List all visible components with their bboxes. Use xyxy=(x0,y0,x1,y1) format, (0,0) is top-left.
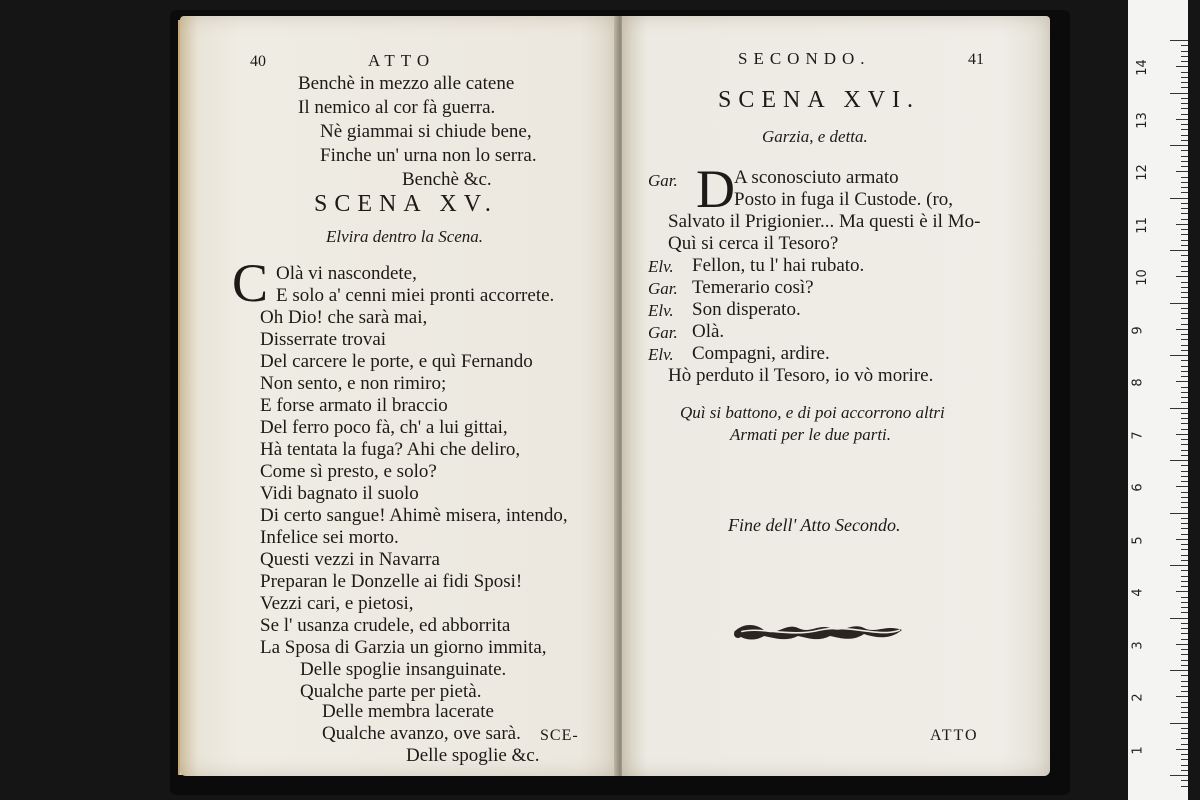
ruler-tick xyxy=(1181,397,1188,398)
verse-line: Infelice sei morto. xyxy=(260,527,399,548)
ruler-tick xyxy=(1181,371,1188,372)
verse-line: E solo a' cenni miei pronti accorrete. xyxy=(276,285,555,306)
ruler-tick xyxy=(1181,471,1188,472)
scene-title: SCENA XV. xyxy=(314,191,498,217)
left-page xyxy=(180,16,618,776)
ruler-tick xyxy=(1181,623,1188,624)
ruler-label: 14 xyxy=(1134,59,1150,77)
ruler-label: 4 xyxy=(1130,588,1146,597)
ruler-tick xyxy=(1181,675,1188,676)
dialogue-line: Posto in fuga il Custode. (ro, xyxy=(734,189,954,210)
ruler-tick xyxy=(1181,324,1188,325)
ruler-tick xyxy=(1181,759,1188,760)
ruler-tick xyxy=(1181,366,1188,367)
ruler-tick xyxy=(1181,282,1188,283)
ruler-tick xyxy=(1176,224,1188,225)
ornament-vignette xyxy=(730,612,910,652)
verse-line: E forse armato il braccio xyxy=(260,395,448,416)
verse-line: Nè giammai si chiude bene, xyxy=(320,121,532,142)
ruler-tick xyxy=(1181,297,1188,298)
verse-line: Non sento, e non rimiro; xyxy=(260,373,447,394)
ruler-tick xyxy=(1181,597,1188,598)
ruler-tick xyxy=(1181,203,1188,204)
ruler-tick xyxy=(1181,544,1188,545)
ruler-tick xyxy=(1181,717,1188,718)
dialogue-line: Fellon, tu l' hai rubato. xyxy=(692,255,865,276)
ruler-tick xyxy=(1181,534,1188,535)
ruler-tick xyxy=(1181,765,1188,766)
ruler-tick xyxy=(1181,712,1188,713)
ruler-label: 2 xyxy=(1130,693,1146,702)
ruler-tick xyxy=(1181,129,1188,130)
ruler-label: 3 xyxy=(1130,641,1146,650)
verse-line: Vezzi cari, e pietosi, xyxy=(260,593,414,614)
verse-line: Disserrate trovai xyxy=(260,329,387,350)
ruler-tick xyxy=(1181,61,1188,62)
ruler-tick xyxy=(1181,691,1188,692)
verse-line: Del carcere le porte, e quì Fernando xyxy=(260,351,533,372)
verse-line: Qualche avanzo, ove sarà. xyxy=(322,723,521,744)
ruler-label: 12 xyxy=(1134,164,1150,182)
verse-line: Oh Dio! che sarà mai, xyxy=(260,307,428,328)
scene-title: SCENA XVI. xyxy=(718,87,921,113)
ruler-tick xyxy=(1181,523,1188,524)
ruler-label: 10 xyxy=(1134,269,1150,287)
ruler-tick xyxy=(1181,339,1188,340)
stage-direction: Garzia, e detta. xyxy=(762,127,868,146)
verse-line: Del ferro poco fà, ch' a lui gittai, xyxy=(260,417,508,438)
ruler-tick xyxy=(1181,392,1188,393)
measurement-ruler xyxy=(1128,0,1188,800)
ruler-tick xyxy=(1176,591,1188,592)
ruler-tick xyxy=(1181,376,1188,377)
ruler-tick xyxy=(1181,418,1188,419)
ruler-tick xyxy=(1181,182,1188,183)
ruler-tick xyxy=(1170,93,1188,94)
ruler-tick xyxy=(1181,51,1188,52)
verse-line: Preparan le Donzelle ai fidi Sposi! xyxy=(260,571,523,592)
ruler-tick xyxy=(1176,276,1188,277)
verse-line: Vidi bagnato il suolo xyxy=(260,483,419,504)
ruler-label: 7 xyxy=(1130,431,1146,440)
ruler-tick xyxy=(1181,602,1188,603)
ruler-tick xyxy=(1181,612,1188,613)
ruler-tick xyxy=(1170,198,1188,199)
dialogue-line: Salvato il Prigionier... Ma questi è il Mo- xyxy=(668,211,981,232)
verse-line: Olà vi nascondete, xyxy=(276,263,417,284)
ruler-tick xyxy=(1181,271,1188,272)
ruler-tick xyxy=(1176,119,1188,120)
ruler-tick xyxy=(1176,329,1188,330)
ruler-tick xyxy=(1181,140,1188,141)
ruler-label: 13 xyxy=(1134,111,1150,129)
stage-direction: Elvira dentro la Scena. xyxy=(326,227,484,246)
verse-line: Questi vezzi in Navarra xyxy=(260,549,440,570)
ruler-tick xyxy=(1181,219,1188,220)
ruler-tick xyxy=(1181,261,1188,262)
ruler-tick xyxy=(1181,413,1188,414)
speaker-label: Elv. xyxy=(648,257,674,276)
ruler-tick xyxy=(1170,723,1188,724)
ruler-tick xyxy=(1170,565,1188,566)
ruler-label: 11 xyxy=(1134,216,1150,234)
ruler-tick xyxy=(1170,670,1188,671)
verse-line: Finche un' urna non lo serra. xyxy=(320,145,537,166)
ruler-tick xyxy=(1181,733,1188,734)
ruler-tick xyxy=(1170,250,1188,251)
ruler-tick xyxy=(1181,586,1188,587)
ruler-tick xyxy=(1181,429,1188,430)
ruler-tick xyxy=(1181,98,1188,99)
ruler-tick xyxy=(1181,402,1188,403)
right-page-number: 41 xyxy=(968,51,984,68)
verse-line: Benchè &c. xyxy=(402,169,492,190)
ruler-tick xyxy=(1181,728,1188,729)
ruler-tick xyxy=(1181,255,1188,256)
ruler-tick xyxy=(1181,649,1188,650)
ruler-tick xyxy=(1181,502,1188,503)
ruler-tick xyxy=(1181,318,1188,319)
speaker-label: Elv. xyxy=(648,345,674,364)
ruler-tick xyxy=(1176,539,1188,540)
ruler-tick xyxy=(1176,381,1188,382)
ruler-tick xyxy=(1176,171,1188,172)
ruler-tick xyxy=(1181,124,1188,125)
ruler-tick xyxy=(1181,77,1188,78)
ruler-tick xyxy=(1170,408,1188,409)
verse-line: Hà tentata la fuga? Ahi che deliro, xyxy=(260,439,521,460)
ruler-tick xyxy=(1181,360,1188,361)
ruler-tick xyxy=(1170,40,1188,41)
verse-line: Se l' usanza crudele, ed abborrita xyxy=(260,615,511,636)
end-of-act: Fine dell' Atto Secondo. xyxy=(728,515,901,535)
ruler-tick xyxy=(1181,177,1188,178)
catchword: SCE- xyxy=(540,727,579,744)
ruler-tick xyxy=(1181,245,1188,246)
dialogue-line: Son disperato. xyxy=(692,299,801,320)
ruler-tick xyxy=(1176,66,1188,67)
ruler-tick xyxy=(1181,654,1188,655)
ruler-tick xyxy=(1181,45,1188,46)
ruler-tick xyxy=(1181,166,1188,167)
ruler-tick xyxy=(1181,240,1188,241)
catchword: ATTO xyxy=(930,727,979,744)
ruler-tick xyxy=(1181,444,1188,445)
verse-line: Di certo sangue! Ahimè misera, intendo, xyxy=(260,505,568,526)
ruler-tick xyxy=(1181,345,1188,346)
ruler-label: 5 xyxy=(1130,536,1146,545)
ruler-tick xyxy=(1176,644,1188,645)
ruler-tick xyxy=(1181,465,1188,466)
ruler-tick xyxy=(1181,114,1188,115)
ruler-tick xyxy=(1181,72,1188,73)
ruler-tick xyxy=(1181,450,1188,451)
ruler-tick xyxy=(1181,770,1188,771)
ruler-tick xyxy=(1181,287,1188,288)
ruler-tick xyxy=(1181,187,1188,188)
verse-line: Come sì presto, e solo? xyxy=(260,461,437,482)
ruler-tick xyxy=(1176,749,1188,750)
ruler-tick xyxy=(1181,87,1188,88)
verse-line: Delle spoglie insanguinate. xyxy=(300,659,507,680)
ruler-tick xyxy=(1181,56,1188,57)
dialogue-line: A sconosciuto armato xyxy=(734,167,899,188)
ruler-tick xyxy=(1181,161,1188,162)
ruler-tick xyxy=(1181,633,1188,634)
ruler-tick xyxy=(1181,292,1188,293)
stage-direction: Quì si battono, e di poi accorrono altri xyxy=(680,403,945,422)
ruler-tick xyxy=(1181,150,1188,151)
ruler-tick xyxy=(1170,460,1188,461)
ruler-tick xyxy=(1181,681,1188,682)
ruler-tick xyxy=(1181,135,1188,136)
ruler-tick xyxy=(1181,744,1188,745)
ruler-tick xyxy=(1170,355,1188,356)
dialogue-line: Temerario così? xyxy=(692,277,814,298)
verse-line: Delle membra lacerate xyxy=(322,701,494,722)
ruler-tick xyxy=(1181,308,1188,309)
ruler-tick xyxy=(1181,780,1188,781)
ruler-tick xyxy=(1170,145,1188,146)
dialogue-line: Quì si cerca il Tesoro? xyxy=(668,233,839,254)
ruler-tick xyxy=(1170,618,1188,619)
ruler-tick xyxy=(1181,103,1188,104)
ruler-tick xyxy=(1181,455,1188,456)
ruler-tick xyxy=(1181,507,1188,508)
ruler-tick xyxy=(1181,660,1188,661)
ruler-tick xyxy=(1181,786,1188,787)
ruler-tick xyxy=(1181,555,1188,556)
ruler-tick xyxy=(1181,313,1188,314)
ruler-tick xyxy=(1181,581,1188,582)
ruler-tick xyxy=(1181,423,1188,424)
verse-line: Benchè in mezzo alle catene xyxy=(298,73,515,94)
speaker-label: Elv. xyxy=(648,301,674,320)
ruler-tick xyxy=(1176,486,1188,487)
ruler-tick xyxy=(1181,639,1188,640)
ruler-label: 1 xyxy=(1130,746,1146,755)
verse-line: Delle spoglie &c. xyxy=(406,745,540,766)
dialogue-line: Compagni, ardire. xyxy=(692,343,830,364)
ruler-tick xyxy=(1181,549,1188,550)
ruler-tick xyxy=(1181,476,1188,477)
stage-direction: Armati per le due parti. xyxy=(730,425,892,444)
drop-cap: C xyxy=(232,253,269,313)
ruler-tick xyxy=(1170,775,1188,776)
ruler-tick xyxy=(1181,192,1188,193)
ruler-tick xyxy=(1181,528,1188,529)
ruler-tick xyxy=(1181,570,1188,571)
speaker-label: Gar. xyxy=(648,323,678,342)
ruler-tick xyxy=(1181,607,1188,608)
ruler-tick xyxy=(1181,266,1188,267)
ruler-tick xyxy=(1181,738,1188,739)
ruler-tick xyxy=(1181,108,1188,109)
drop-cap: D xyxy=(696,159,735,219)
ruler-tick xyxy=(1181,387,1188,388)
ruler-tick xyxy=(1181,628,1188,629)
left-running-head: ATTO xyxy=(368,51,436,70)
ruler-tick xyxy=(1181,229,1188,230)
ruler-tick xyxy=(1181,234,1188,235)
ruler-tick xyxy=(1181,492,1188,493)
dialogue-line: Hò perduto il Tesoro, io vò morire. xyxy=(668,365,934,386)
ruler-tick xyxy=(1176,696,1188,697)
ruler-tick xyxy=(1181,350,1188,351)
ruler-tick xyxy=(1170,303,1188,304)
ruler-tick xyxy=(1181,754,1188,755)
left-page-number: 40 xyxy=(250,53,266,70)
ruler-tick xyxy=(1181,686,1188,687)
ruler-tick xyxy=(1181,334,1188,335)
ruler-tick xyxy=(1181,560,1188,561)
ruler-tick xyxy=(1181,481,1188,482)
ruler-tick xyxy=(1181,156,1188,157)
verse-line: Il nemico al cor fà guerra. xyxy=(298,97,496,118)
ruler-tick xyxy=(1181,82,1188,83)
ruler-tick xyxy=(1181,702,1188,703)
right-running-head: SECONDO. xyxy=(738,49,871,68)
ruler-label: 8 xyxy=(1130,378,1146,387)
ruler-tick xyxy=(1176,434,1188,435)
ruler-tick xyxy=(1181,665,1188,666)
ruler-tick xyxy=(1181,518,1188,519)
ruler-tick xyxy=(1181,208,1188,209)
ruler-tick xyxy=(1181,213,1188,214)
verse-line: Qualche parte per pietà. xyxy=(300,681,482,702)
ruler-tick xyxy=(1181,707,1188,708)
verse-line: La Sposa di Garzia un giorno immita, xyxy=(260,637,547,658)
dialogue-line: Olà. xyxy=(692,321,725,342)
speaker-label: Gar. xyxy=(648,279,678,298)
ruler-label: 9 xyxy=(1130,326,1146,335)
right-page xyxy=(622,16,1050,776)
ruler-tick xyxy=(1181,497,1188,498)
ruler-tick xyxy=(1181,576,1188,577)
speaker-label: Gar. xyxy=(648,171,678,190)
ruler-tick xyxy=(1170,513,1188,514)
ruler-label: 6 xyxy=(1130,483,1146,492)
ruler-tick xyxy=(1181,439,1188,440)
